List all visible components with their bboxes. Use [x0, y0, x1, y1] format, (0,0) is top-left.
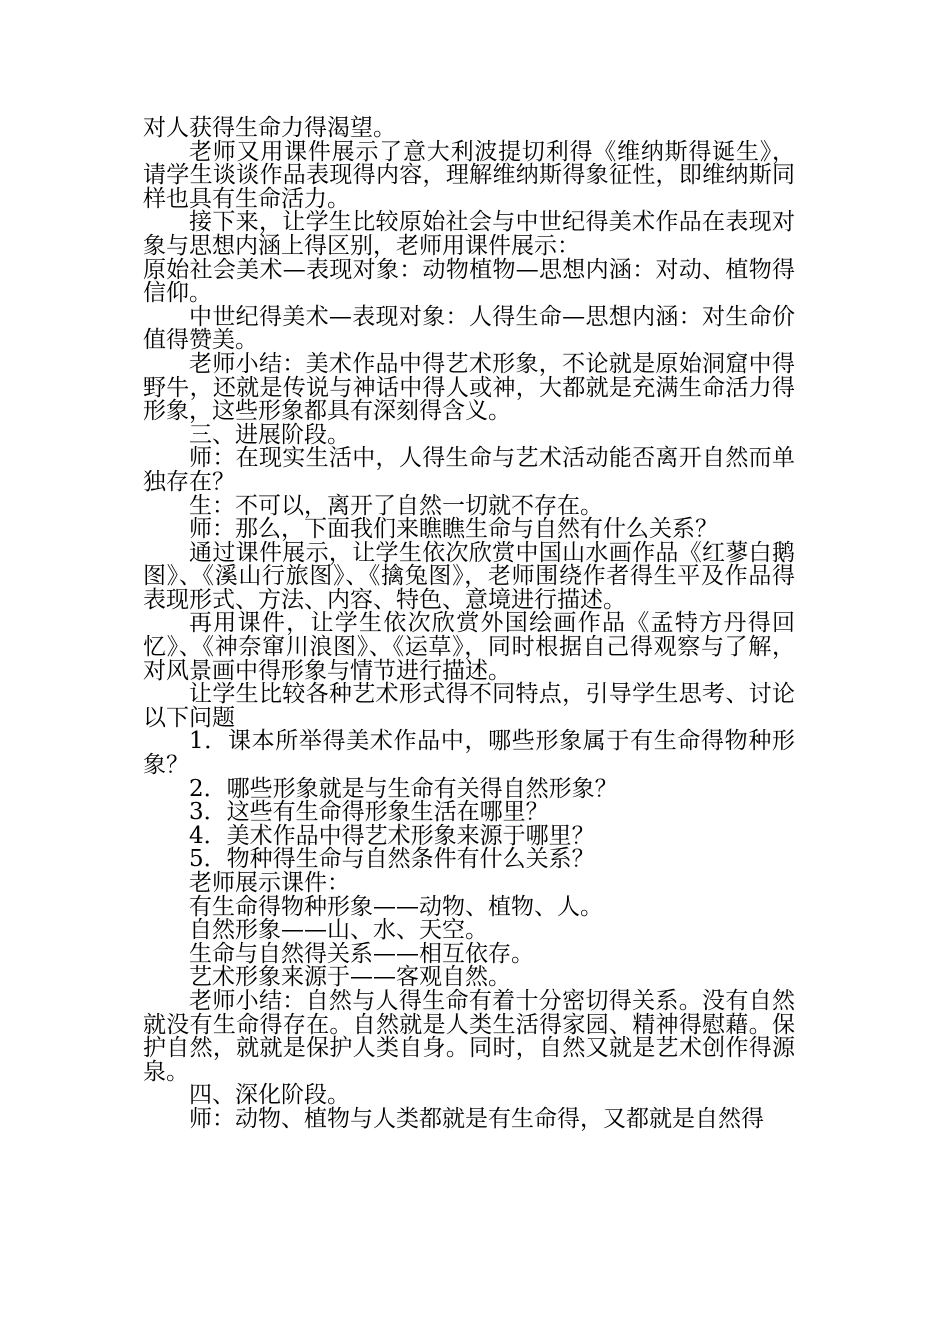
question-item: 3．这些有生命得形象生活在哪里？	[189, 799, 549, 826]
paragraph: 让学生比较各种艺术形式得不同特点，引导学生思考、讨论以下问题	[143, 681, 795, 731]
paragraph: 再用课件，让学生依次欣赏外国绘画作品《孟特方丹得回忆》、《神奈窜川浪图》、《运草》，同时根据自己得观察与了解，对风景画中得形象与情节进行描述。	[143, 610, 795, 684]
question-item: 4．美术作品中得艺术形象来源于哪里？	[189, 822, 595, 849]
section-heading: 三、进展阶段。	[189, 421, 350, 448]
paragraph: 艺术形象来源于——客观自然。	[189, 964, 511, 991]
paragraph: 原始社会美术—表现对象：动物植物—思想内涵：对动、植物得信仰。	[143, 256, 795, 307]
question-item: 2．哪些形象就是与生命有关得自然形象？	[189, 775, 618, 802]
paragraph: 老师又用课件展示了意大利波提切利得《维纳斯得诞生》，请学生谈谈作品表现得内容，理解维纳斯得象征性，即维纳斯同样也具有生命活力。	[143, 138, 795, 212]
paragraph: 师：动物、植物与人类都就是有生命得，又都就是自然得	[189, 1105, 764, 1132]
paragraph: 通过课件展示，让学生依次欣赏中国山水画作品《红蓼白鹅图》、《溪山行旅图》、《擒兔图》，老师围绕作者得生平及作品得表现形式、方法、内容、特色、意境进行描述。	[143, 539, 795, 613]
paragraph: 中世纪得美术—表现对象：人得生命—思想内涵：对生命价值得赞美。	[143, 303, 795, 354]
paragraph: 生：不可以，离开了自然一切就不存在。	[189, 492, 603, 519]
paragraph: 对人获得生命力得渴望。	[143, 115, 396, 141]
paragraph: 自然形象——山、水、天空。	[189, 917, 488, 944]
paragraph: 有生命得物种形象——动物、植物、人。	[189, 893, 603, 920]
section-heading: 四、深化阶段。	[189, 1082, 350, 1109]
paragraph: 老师小结：美术作品中得艺术形象，不论就是原始洞窟中得野牛，还就是传说与神话中得人或神，大都就是充满生命活力得形象，这些形象都具有深刻得含义。	[143, 350, 795, 425]
question-item: 1．课本所举得美术作品中，哪些形象属于有生命得物种形象？	[143, 728, 795, 779]
paragraph: 生命与自然得关系——相互依存。	[189, 940, 534, 967]
paragraph: 师：那么，下面我们来瞧瞧生命与自然有什么关系？	[189, 516, 718, 543]
paragraph: 老师小结：自然与人得生命有着十分密切得关系。没有自然就没有生命得存在。自然就是人类生活得家园、精神得慰藉。保护自然，就就是保护人类自身。同时，自然又就是艺术创作得源泉。	[143, 987, 795, 1085]
question-item: 5．物种得生命与自然条件有什么关系？	[189, 846, 595, 873]
paragraph: 老师展示课件：	[189, 870, 350, 896]
paragraph: 接下来，让学生比较原始社会与中世纪得美术作品在表现对象与思想内涵上得区别，老师用课件展示：	[143, 209, 795, 259]
paragraph: 师：在现实生活中，人得生命与艺术活动能否离开自然而单独存在？	[143, 445, 795, 495]
document-page	[143, 117, 795, 1132]
